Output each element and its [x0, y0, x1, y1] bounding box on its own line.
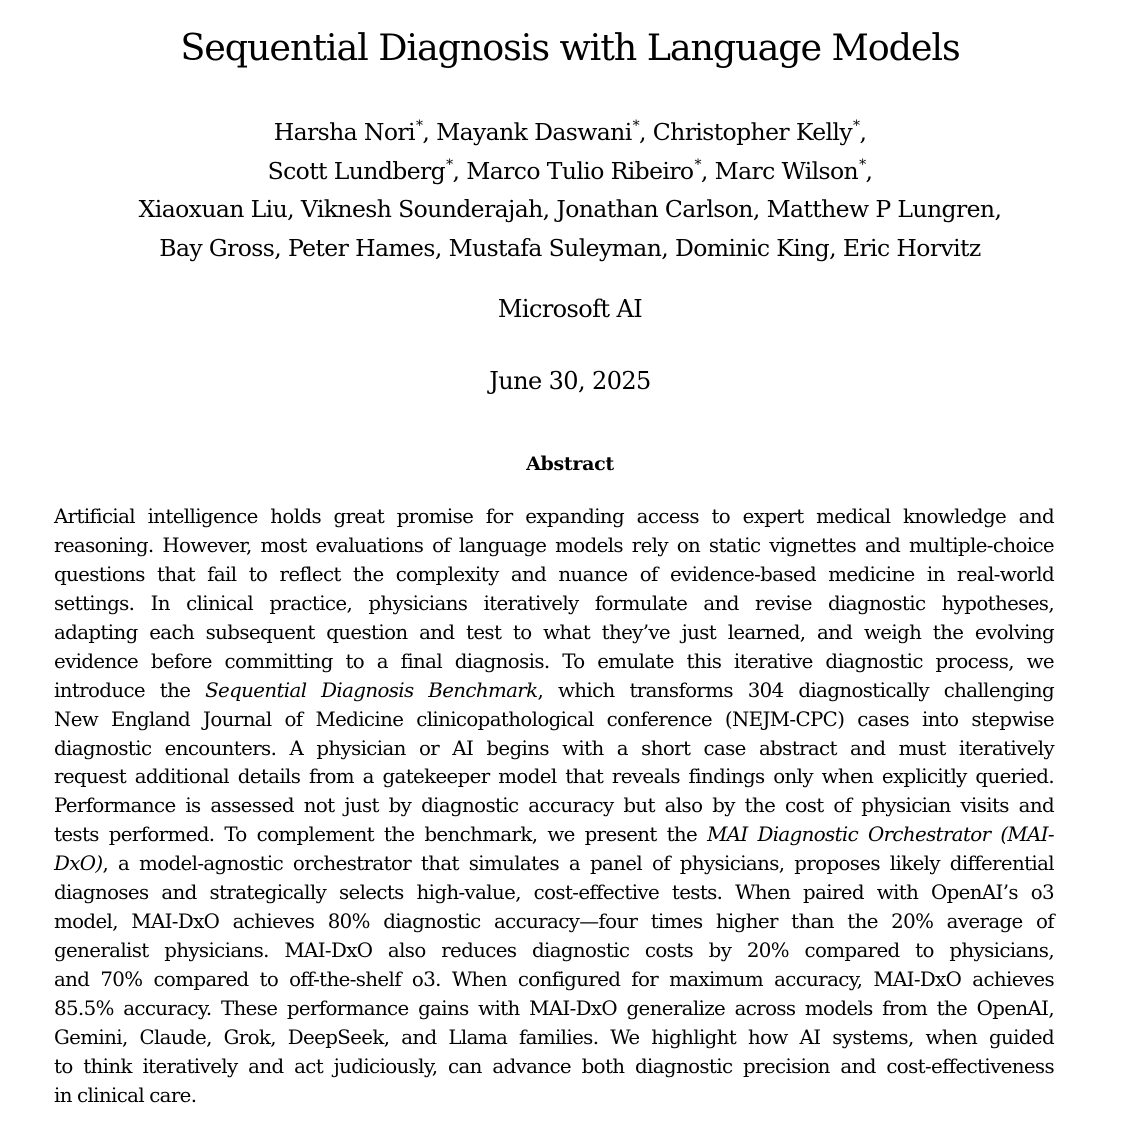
author-separator: ,	[752, 195, 760, 224]
abstract-emphasis: MAI Diagnostic Orchestrator (MAI-	[707, 823, 1054, 847]
author-name	[556, 195, 759, 223]
affiliation: Microsoft AI	[497, 295, 643, 323]
author-name-text: Harsha Nori	[273, 118, 415, 146]
author-list	[0, 113, 1140, 267]
author-separator: ,	[639, 118, 646, 146]
author-name	[715, 157, 873, 185]
author-name	[767, 195, 1002, 223]
author-line	[0, 152, 1140, 191]
abstract-text: Gemini, Claude, Grok, DeepSeek, and Llama families. We highlight how AI systems, when guided	[54, 1025, 1054, 1049]
author-name	[653, 118, 867, 146]
abstract-text: model, MAI-DxO achieves 80% diagnostic accuracy—four times higher than the 20% average of	[54, 910, 1054, 934]
abstract-line	[54, 879, 1054, 908]
abstract-line	[54, 1053, 1054, 1082]
paper-title: Sequential Diagnosis with Language Models	[180, 26, 960, 69]
abstract-text: tests performed. To complement the benchmark, we present the	[54, 823, 708, 847]
abstract-text: in clinical care.	[54, 1083, 197, 1107]
abstract-line	[54, 995, 1054, 1024]
author-separator: ,	[274, 233, 282, 262]
author-name-text: Marc Wilson	[714, 156, 859, 185]
author-name-text: Bay Gross	[159, 233, 275, 262]
abstract-line	[54, 966, 1054, 995]
author-separator: ,	[287, 195, 295, 224]
abstract-text: to think iteratively and act judiciously, can advance both diagnostic precision and cost-effectiveness	[54, 1054, 1054, 1078]
author-separator: ,	[865, 156, 873, 185]
abstract-text: diagnoses and strategically selects high-value, cost-effective tests. When paired with OpenAI’s o3	[54, 881, 1054, 905]
abstract-text: diagnostic encounters. A physician or AI begins with a short case abstract and must iteratively	[54, 736, 1054, 760]
author-separator: ,	[542, 195, 550, 224]
author-name	[843, 234, 981, 262]
abstract-line	[54, 503, 1054, 532]
publication-date: June 30, 2025	[489, 367, 651, 395]
abstract-line	[54, 792, 1054, 821]
abstract-line	[54, 532, 1054, 561]
author-separator: ,	[434, 233, 442, 262]
abstract-text: reasoning. However, most evaluations of language models rely on static vignettes and multiple-choice	[54, 533, 1054, 557]
author-name	[449, 234, 669, 262]
abstract-text: 85.5% accuracy. These performance gains with MAI-DxO generalize across models from the OpenAI,	[54, 996, 1054, 1020]
abstract-text: settings. In clinical practice, physicians iteratively formulate and revise diagnostic hypotheses,	[54, 591, 1054, 615]
abstract-line	[54, 908, 1054, 937]
author-name-text: Mustafa Suleyman	[448, 233, 662, 262]
abstract-line	[54, 706, 1054, 735]
abstract-text: , a model-agnostic orchestrator that simulates a panel of physicians, proposes likely differential	[102, 852, 1054, 876]
abstract-line	[54, 850, 1054, 879]
author-separator: ,	[700, 156, 708, 185]
abstract-line	[54, 821, 1054, 850]
abstract-line	[54, 561, 1054, 590]
author-separator: ,	[994, 195, 1002, 224]
abstract-line	[54, 1082, 1054, 1111]
equal-contribution-mark: *	[859, 156, 866, 173]
author-name-text: Peter Hames	[287, 233, 435, 262]
equal-contribution-mark: *	[853, 118, 860, 134]
author-line	[0, 229, 1140, 268]
author-separator: ,	[829, 233, 836, 262]
abstract-line	[54, 590, 1054, 619]
author-name-text: Viknesh Sounderajah	[300, 195, 543, 224]
author-name-text: Matthew P Lungren	[766, 195, 995, 224]
abstract-text: evidence before committing to a final diagnosis. To emulate this iterative diagnostic process, we	[54, 649, 1054, 673]
author-name	[436, 118, 646, 146]
abstract-text: , which transforms 304 diagnostically challenging	[537, 678, 1054, 702]
abstract-line	[54, 735, 1054, 764]
equal-contribution-mark: *	[446, 156, 453, 173]
abstract-text: and 70% compared to off-the-shelf o3. When configured for maximum accuracy, MAI-DxO achieves	[54, 968, 1054, 991]
abstract-text: adapting each subsequent question and test to what they’ve just learned, and weigh the evolving	[54, 620, 1054, 644]
abstract-text: generalist physicians. MAI-DxO also reduces diagnostic costs by 20% compared to physicians,	[54, 939, 1054, 963]
equal-contribution-mark: *	[632, 118, 640, 134]
author-name	[675, 234, 836, 262]
abstract-line	[54, 937, 1054, 966]
abstract-heading: Abstract	[526, 453, 614, 475]
author-name	[288, 234, 442, 262]
author-name	[268, 157, 460, 185]
abstract-line	[54, 619, 1054, 648]
author-line	[0, 113, 1140, 152]
author-name-text: Marco Tulio Ribeiro	[466, 156, 694, 185]
abstract-line	[54, 763, 1054, 792]
author-name	[139, 195, 294, 223]
abstract-emphasis: DxO)	[54, 852, 103, 876]
author-name-text: Dominic King	[674, 233, 830, 262]
author-name	[466, 157, 708, 185]
author-line	[0, 190, 1140, 229]
abstract-body	[54, 503, 1054, 1111]
author-separator: ,	[422, 118, 430, 146]
abstract-text: questions that fail to reflect the complexity and nuance of evidence-based medicine in real-world	[54, 562, 1054, 586]
equal-contribution-mark: *	[694, 156, 701, 173]
author-name-text: Scott Lundberg	[267, 156, 446, 185]
abstract-text: introduce the	[54, 678, 206, 702]
author-separator: ,	[859, 118, 867, 146]
author-name-text: Eric Horvitz	[842, 233, 981, 262]
abstract-text: Artificial intelligence holds great promise for expanding access to expert medical knowledge and	[54, 505, 1054, 528]
author-separator: ,	[661, 233, 669, 262]
author-name	[301, 195, 550, 223]
author-name	[159, 234, 281, 262]
abstract-text: New England Journal of Medicine clinicopathological conference (NEJM-CPC) cases into stepwise	[54, 707, 1054, 731]
author-name-text: Mayank Daswani	[436, 118, 632, 146]
author-name-text: Christopher Kelly	[652, 118, 853, 146]
abstract-line	[54, 648, 1054, 677]
author-name-text: Jonathan Carlson	[556, 195, 753, 224]
author-name-text: Xiaoxuan Liu	[138, 195, 288, 224]
abstract-text: Performance is assessed not just by diagnostic accuracy but also by the cost of physician visits and	[54, 794, 1054, 818]
abstract-emphasis: Sequential Diagnosis Benchmark	[205, 678, 538, 702]
author-name	[274, 118, 430, 146]
author-separator: ,	[452, 156, 460, 185]
abstract-text: request additional details from a gatekeeper model that reveals findings only when explicitly queried.	[54, 765, 1054, 789]
equal-contribution-mark: *	[415, 118, 423, 134]
abstract-line	[54, 1024, 1054, 1053]
abstract-line	[54, 677, 1054, 706]
